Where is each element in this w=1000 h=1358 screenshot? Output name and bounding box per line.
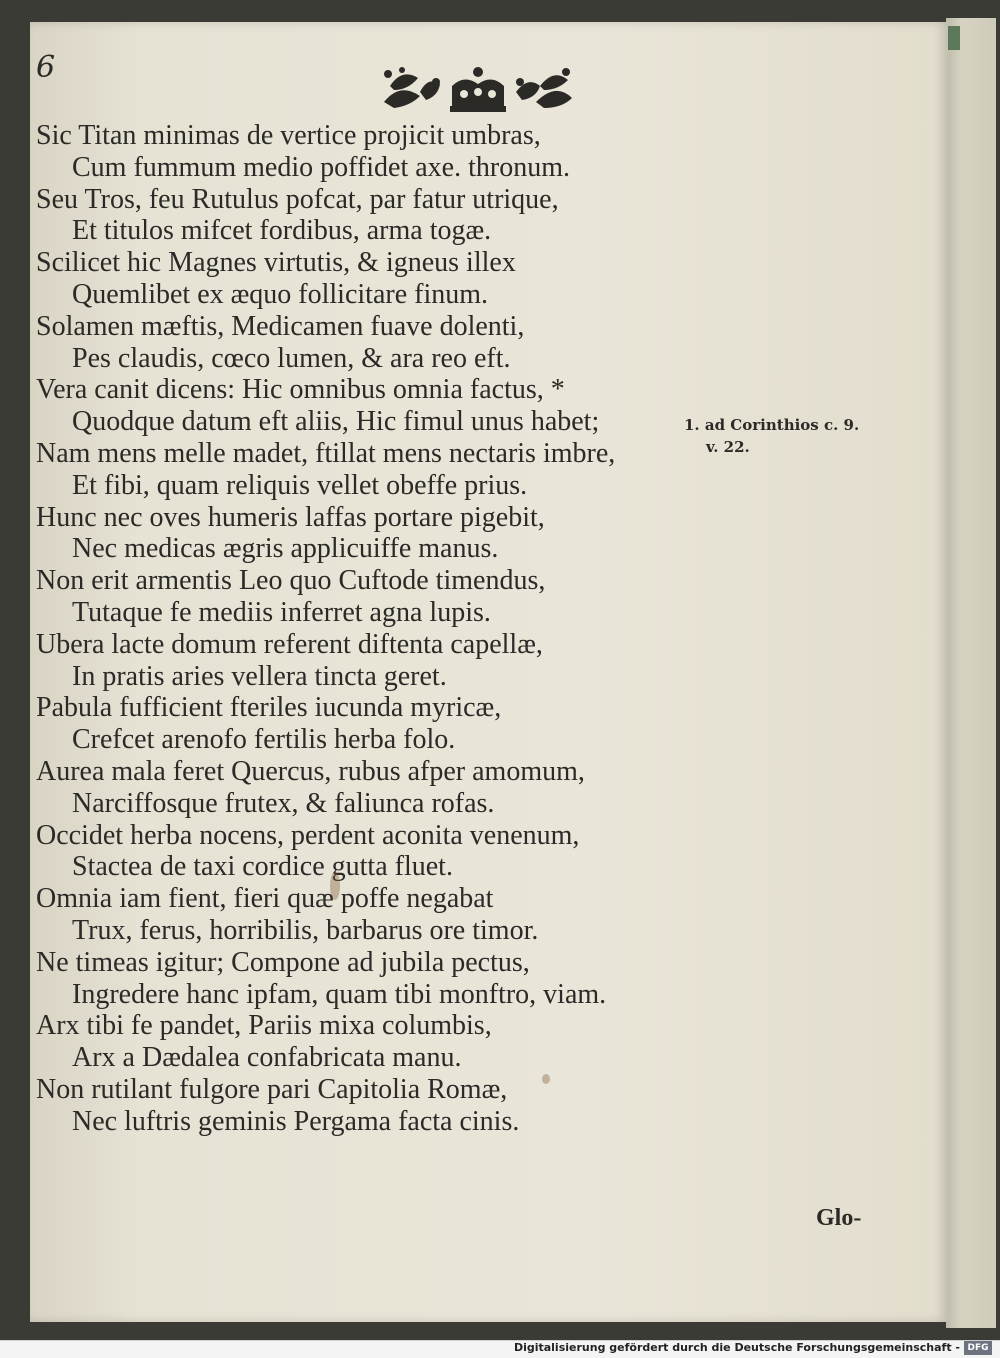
verse-line: In pratis aries vellera tincta geret.: [72, 660, 447, 692]
verse-line: Occidet herba nocens, perdent aconita venenum,: [36, 819, 580, 851]
verse-line: Crefcet arenofo fertilis herba folo.: [72, 724, 456, 756]
verse-line: Ingredere hanc ipfam, quam tibi monftro, viam.: [72, 978, 607, 1010]
catchword: Glo-: [816, 1205, 862, 1231]
marginal-note: [684, 414, 859, 458]
verse-line: Ne timeas igitur; Compone ad jubila pectus,: [36, 946, 530, 978]
facing-page-edge: [946, 18, 996, 1328]
verse-line: Et titulos mifcet fordibus, arma togæ.: [72, 215, 492, 247]
verse-line: Vera canit dicens: Hic omnibus omnia factus, *: [36, 374, 565, 406]
verse-line: Pes claudis, cœco lumen, & ara reo eft.: [72, 342, 511, 374]
verse-line: Solamen mæftis, Medicamen fuave dolenti,: [36, 310, 525, 342]
verse-line: Omnia iam fient, fieri quæ poffe negabat: [36, 883, 494, 915]
ink-stain: [542, 1074, 550, 1084]
verse-line: Hunc nec oves humeris laffas portare pigebit,: [36, 501, 545, 533]
verse-line: Narciffosque frutex, & faliunca rofas.: [72, 787, 495, 819]
verse-line: Tutaque fe mediis inferret agna lupis.: [72, 596, 491, 628]
verse-line: Arx a Dædalea confabricata manu.: [72, 1042, 462, 1074]
poem-text: [36, 120, 736, 1138]
verse-line: Arx tibi fe pandet, Pariis mixa columbis,: [36, 1010, 492, 1042]
dfg-logo-icon: DFG: [964, 1341, 992, 1355]
footer-credit: Digitalisierung gefördert durch die Deutsche Forschungsgemeinschaft -: [513, 1341, 960, 1354]
ornament-icon: [380, 62, 576, 118]
verse-line: Stactea de taxi cordice gutta fluet.: [72, 851, 453, 883]
page-number: 6: [36, 50, 56, 85]
verse-line: Non erit armentis Leo quo Cuftode timendus,: [36, 565, 546, 597]
verse-line: Cum fummum medio poffidet axe. thronum.: [72, 151, 570, 183]
ink-stain: [330, 872, 340, 900]
verse-line: Ubera lacte domum referent diftenta capellæ,: [36, 628, 543, 660]
verse-line: Sic Titan minimas de vertice projicit umbras,: [36, 120, 541, 151]
verse-line: Nec medicas ægris applicuiffe manus.: [72, 533, 499, 565]
marginal-note-line2: v. 22.: [706, 438, 750, 456]
verse-line: Nam mens melle madet, ftillat mens nectaris imbre,: [36, 437, 616, 469]
bird-icon: [516, 68, 572, 108]
verse-line: Non rutilant fulgore pari Capitolia Romæ,: [36, 1073, 508, 1105]
verse-line: Trux, ferus, horribilis, barbarus ore timor.: [72, 914, 539, 946]
verse-line: Quemlibet ex æquo follicitare finum.: [72, 278, 489, 310]
verse-line: Aurea mala feret Quercus, rubus afper amomum,: [36, 755, 585, 787]
verse-line: Seu Tros, feu Rutulus pofcat, par fatur utrique,: [36, 183, 559, 215]
verse-line: Nec luftris geminis Pergama facta cinis.: [72, 1105, 520, 1137]
verse-line: Quodque datum eft aliis, Hic fimul unus habet;: [72, 406, 600, 438]
verse-line: Pabula fufficient fteriles iucunda myricæ,: [36, 692, 502, 724]
verse-line: Et fibi, quam reliquis vellet obeffe prius.: [72, 469, 528, 501]
marginal-note-line1: 1. ad Corinthios c. 9.: [684, 416, 860, 434]
verse-line: Scilicet hic Magnes virtutis, & igneus illex: [36, 247, 516, 279]
